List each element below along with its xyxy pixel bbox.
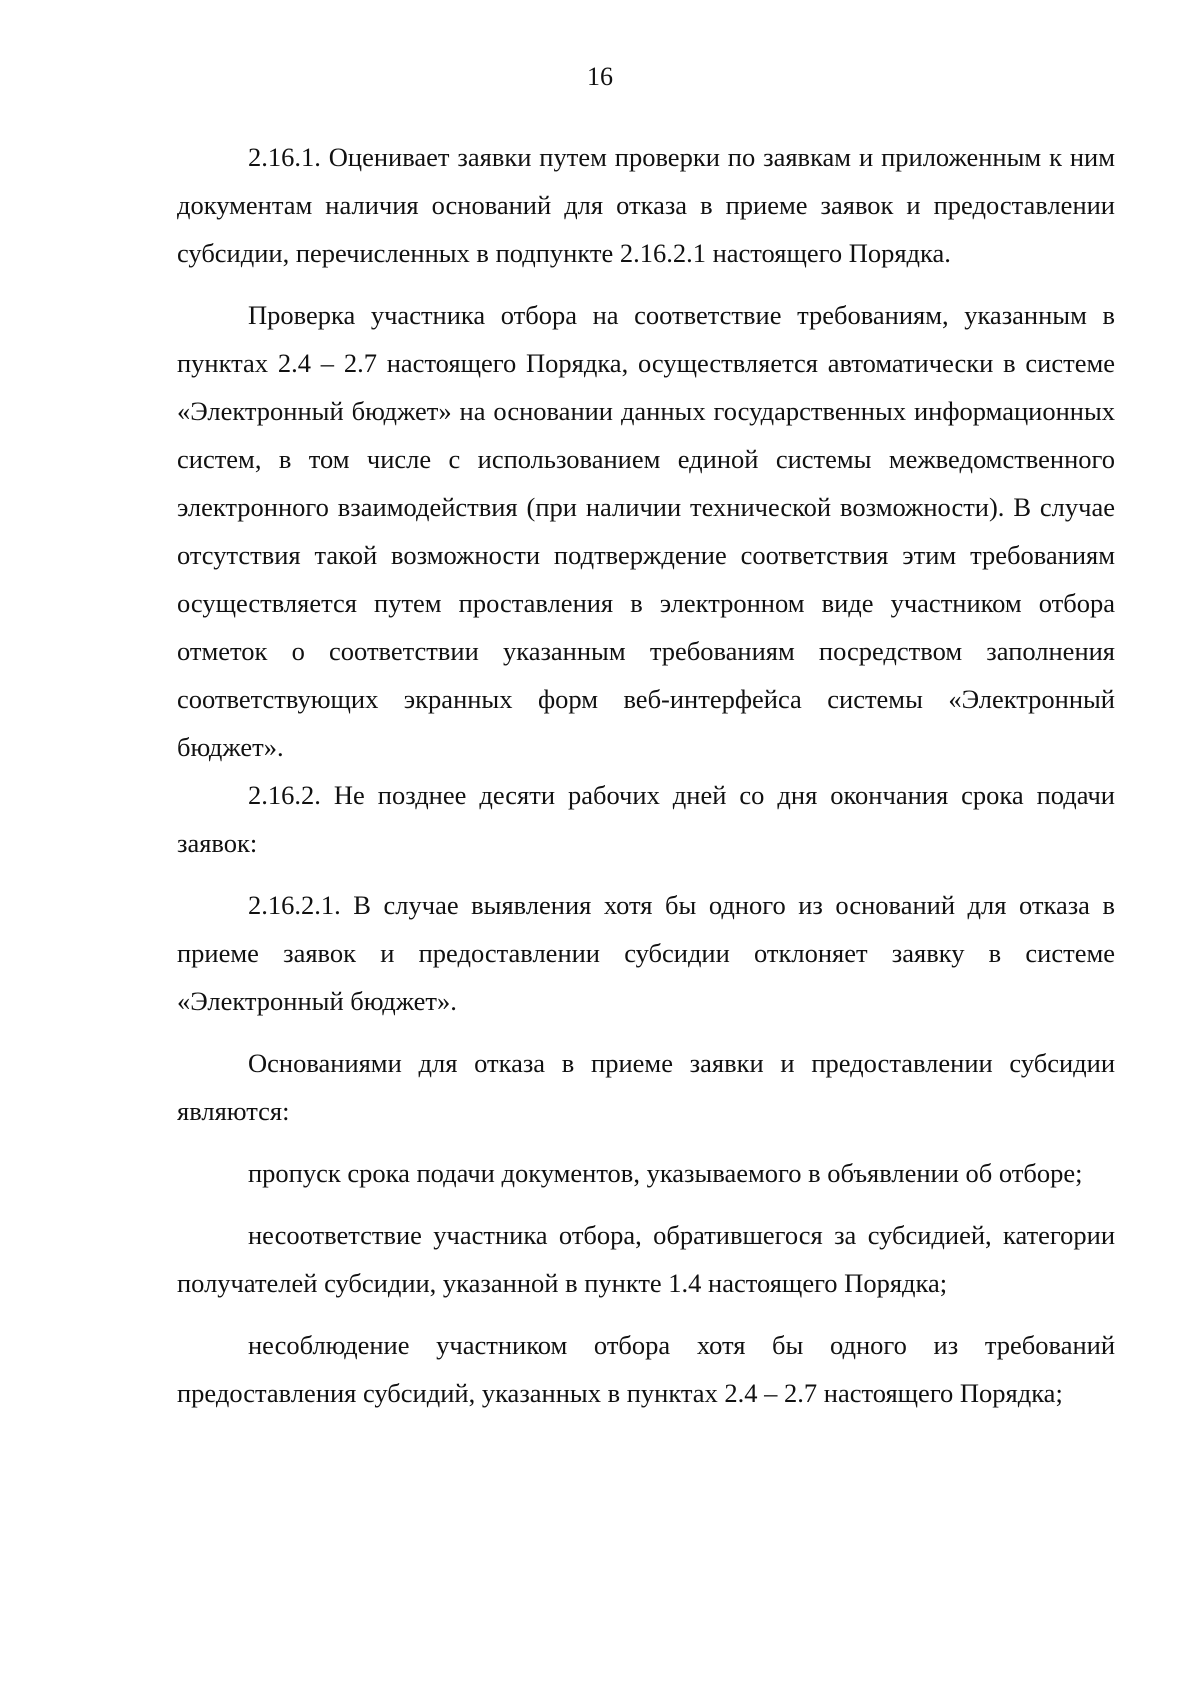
paragraph-2-16-2: 2.16.2. Не позднее десяти рабочих дней со дня окончания срока подачи заявок: — [177, 780, 1115, 858]
paragraph-2-16-1: 2.16.1. Оценивает заявки путем проверки по заявкам и приложенным к ним документам наличия оснований для отказа в приеме заявок и предоставлении субсидии, перечисленных в подпункте 2.16.2.1 настоящего Порядка. — [177, 142, 1115, 268]
list-item-requirements-noncompliance: несоблюдение участником отбора хотя бы одного из требований предоставления субсидий, указанных в пунктах 2.4 – 2.7 настоящего Порядка; — [177, 1330, 1115, 1408]
list-item-missed-deadline: пропуск срока подачи документов, указываемого в объявлении об отборе; — [248, 1158, 1083, 1188]
page-number: 16 — [587, 62, 613, 91]
paragraph-grounds-heading: Основаниями для отказа в приеме заявки и предоставлении субсидии являются: — [177, 1048, 1115, 1126]
paragraph-2-16-2-1: 2.16.2.1. В случае выявления хотя бы одного из оснований для отказа в приеме заявок и предоставлении субсидии отклоняет заявку в системе «Электронный бюджет». — [177, 890, 1115, 1016]
document-body — [177, 133, 1115, 1417]
list-item-category-mismatch: несоответствие участника отбора, обратившегося за субсидией, категории получателей субсидии, указанной в пункте 1.4 настоящего Порядка; — [177, 1220, 1115, 1298]
paragraph-verification: Проверка участника отбора на соответствие требованиям, указанным в пунктах 2.4 – 2.7 настоящего Порядка, осуществляется автоматически в системе «Электронный бюджет» на основании данных государственных информационных систем, в том числе с использованием единой системы межведомственного электронного взаимодействия (при наличии технической возможности). В случае отсутствия такой возможности подтверждение соответствия этим требованиям осуществляется путем проставления в электронном виде участником отбора отметок о соответствии указанным требованиям посредством заполнения соответствующих экранных форм веб-интерфейса системы «Электронный бюджет». — [177, 300, 1115, 762]
